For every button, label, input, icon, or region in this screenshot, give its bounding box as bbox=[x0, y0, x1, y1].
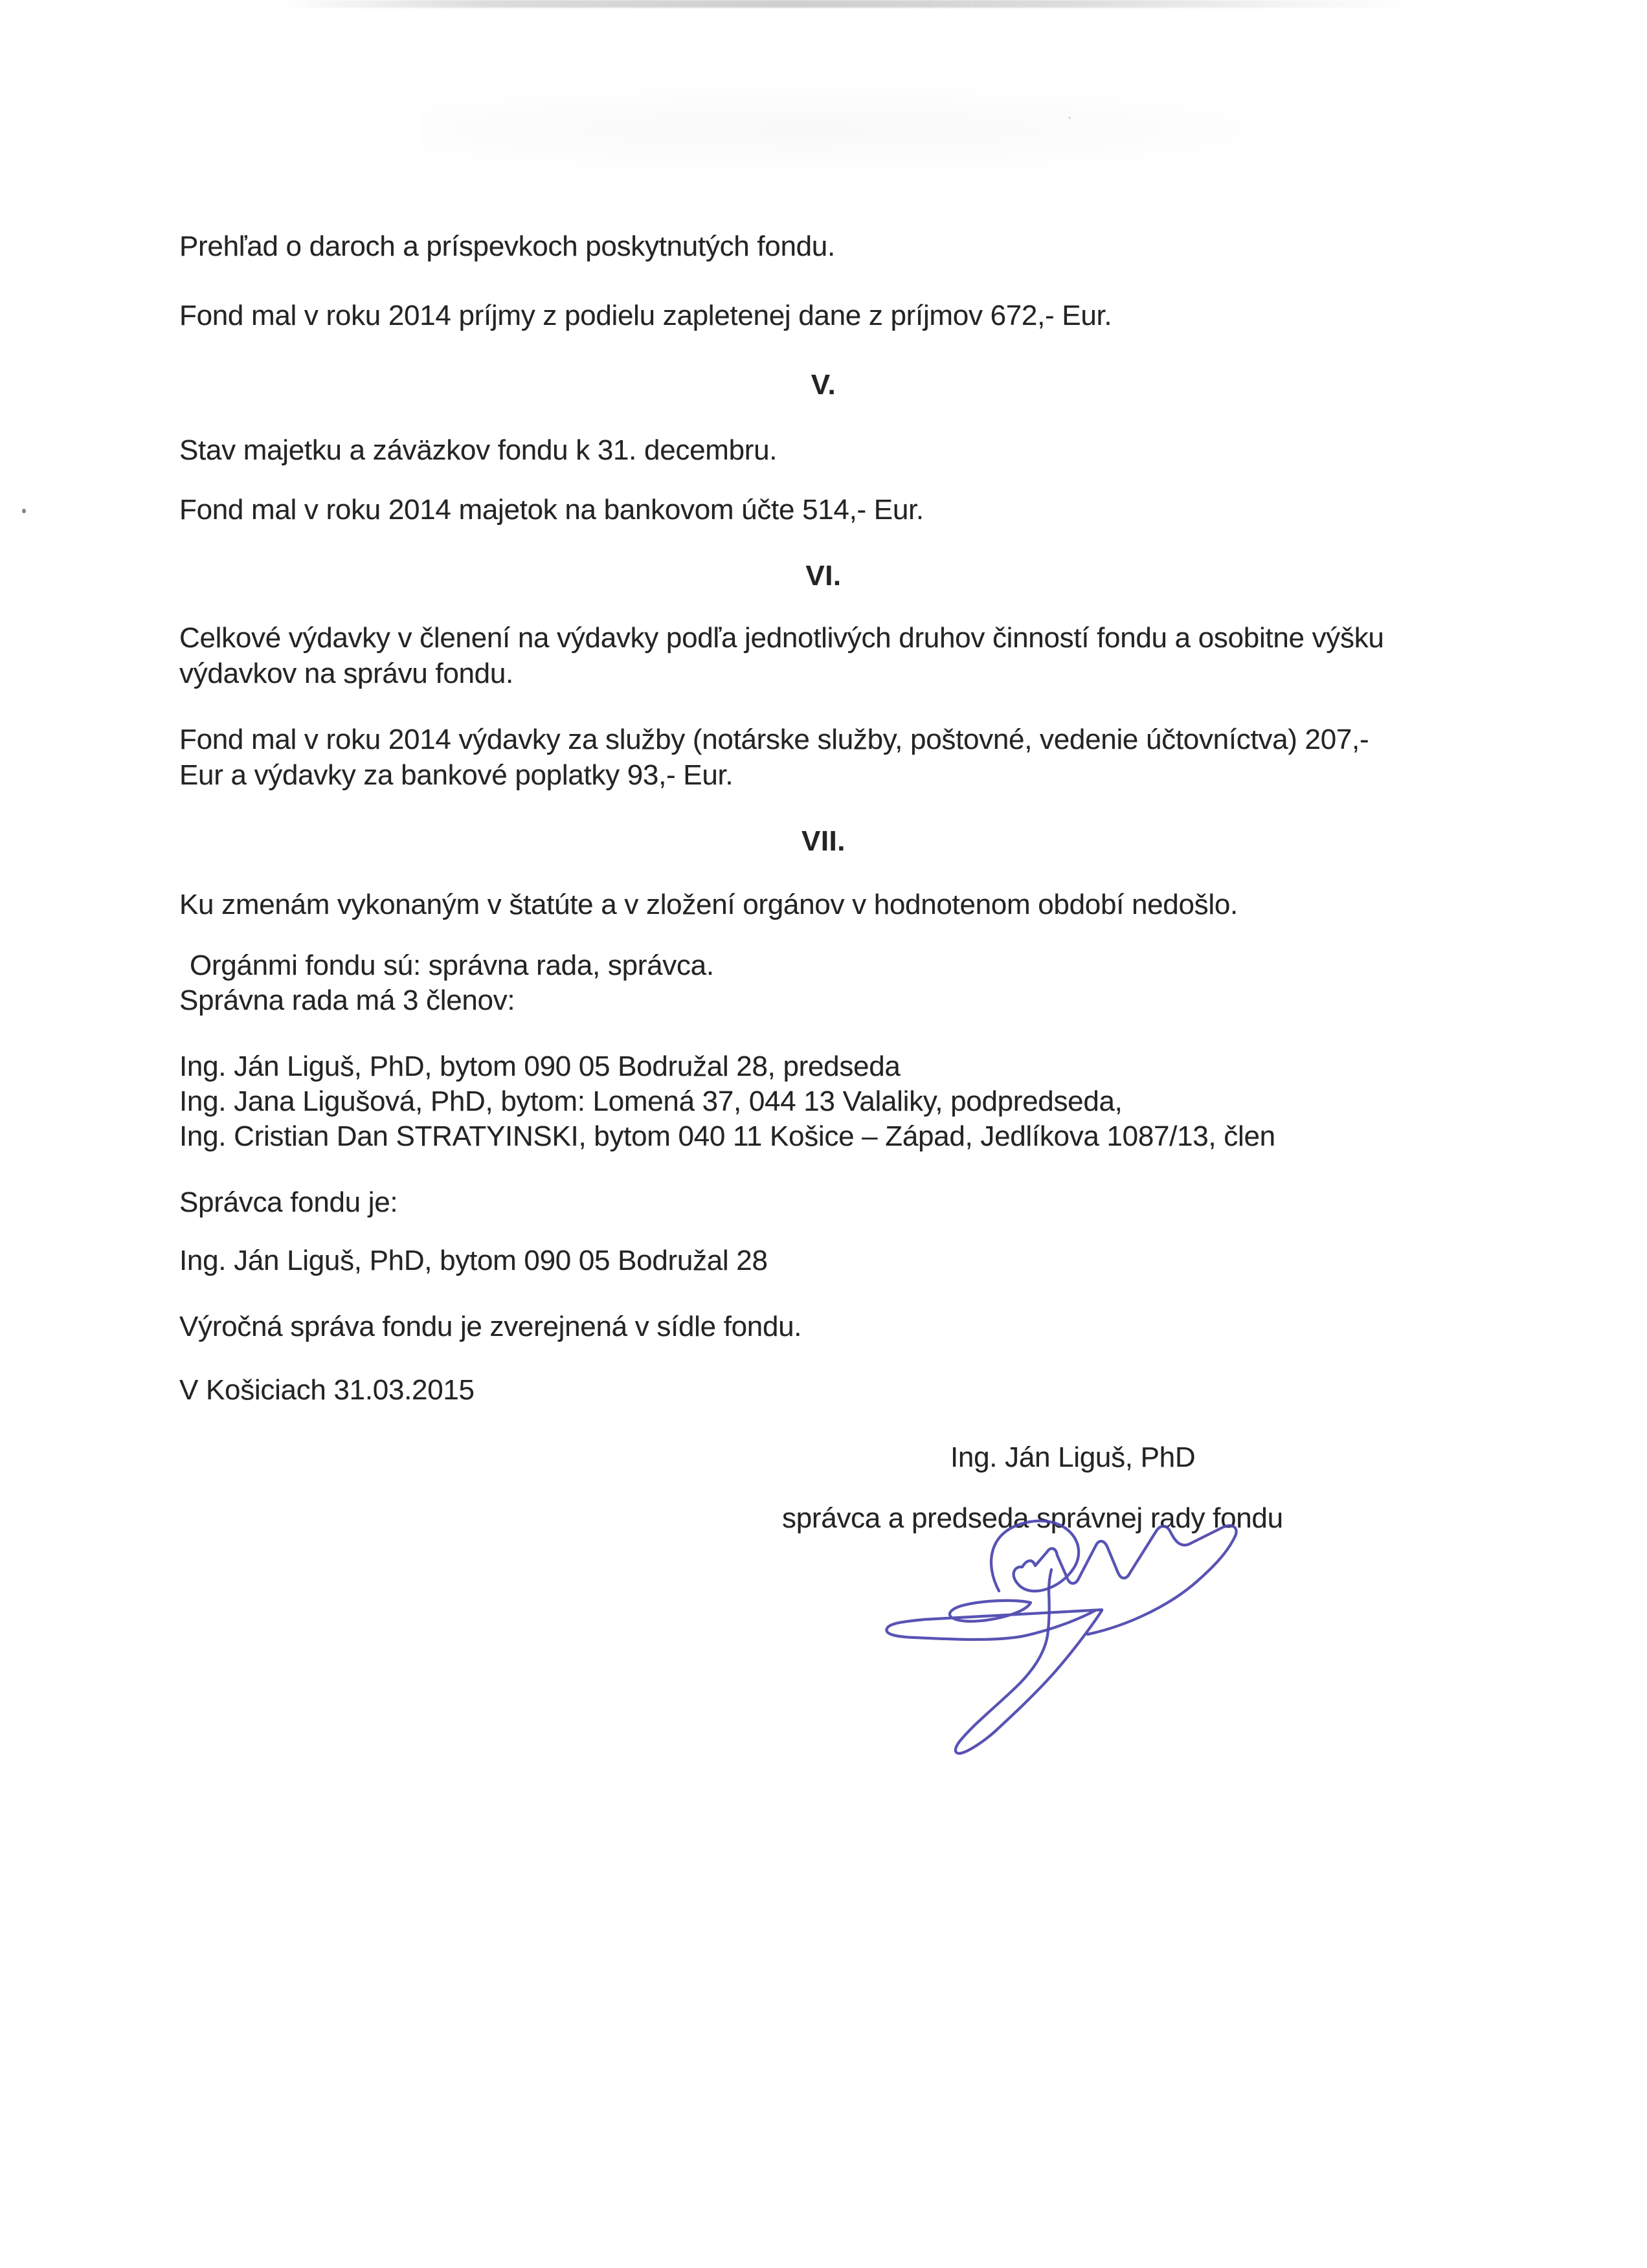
section-vi-heading: VI. bbox=[805, 560, 842, 592]
section-vii-heading: VII. bbox=[801, 825, 846, 857]
board-members-count-line: Správna rada má 3 členov: bbox=[179, 984, 515, 1016]
place-date-line: V Košiciach 31.03.2015 bbox=[179, 1374, 475, 1406]
signature-ink-strokes bbox=[861, 1505, 1275, 1757]
expenses-breakdown-line-1: Celkové výdavky v členení na výdavky podľa jednotlivých druhov činností fondu a osobitne výšku bbox=[179, 622, 1384, 654]
annual-report-publication-line: Výročná správa fondu je zverejnená v sídle fondu. bbox=[179, 1311, 802, 1342]
signature-stroke-horizontal-loops bbox=[886, 1601, 1102, 1640]
administrator-label-line: Správca fondu je: bbox=[179, 1186, 398, 1218]
donations-overview-line: Prehľad o daroch a príspevkoch poskytnutých fondu. bbox=[179, 230, 835, 262]
signer-role: správca a predseda správnej rady fondu bbox=[782, 1502, 1283, 1534]
signature-stroke-descender bbox=[956, 1570, 1102, 1753]
services-expenses-line-1: Fond mal v roku 2014 výdavky za služby (notárske služby, poštovné, vedenie účtovníctva) 207,- bbox=[179, 724, 1369, 755]
assets-liabilities-line: Stav majetku a záväzkov fondu k 31. decembru. bbox=[179, 434, 778, 466]
bank-account-assets-line: Fond mal v roku 2014 majetok na bankovom účte 514,- Eur. bbox=[179, 494, 924, 526]
expenses-breakdown-line-2: výdavkov na správu fondu. bbox=[179, 658, 513, 689]
signature-stroke-top-loop bbox=[991, 1521, 1237, 1634]
scan-artifact-mottle bbox=[421, 78, 1392, 181]
administrator-name-line: Ing. Ján Liguš, PhD, bytom 090 05 Bodružal 28 bbox=[179, 1245, 768, 1276]
services-expenses-line-2: Eur a výdavky za bankové poplatky 93,- Eur. bbox=[179, 759, 734, 791]
handwritten-signature bbox=[861, 1505, 1275, 1757]
signer-name: Ing. Ján Liguš, PhD bbox=[950, 1441, 1196, 1473]
scan-artifact-top-band bbox=[278, 0, 1418, 8]
scan-artifact-speck bbox=[1068, 117, 1071, 119]
board-member-1-line: Ing. Ján Liguš, PhD, bytom 090 05 Bodružal 28, predseda bbox=[179, 1051, 901, 1082]
scan-artifact-dot bbox=[22, 509, 26, 513]
income-2014-line: Fond mal v roku 2014 príjmy z podielu zapletenej dane z príjmov 672,- Eur. bbox=[179, 300, 1112, 331]
section-v-heading: V. bbox=[811, 369, 836, 401]
statute-changes-line: Ku zmenám vykonaným v štatúte a v zložení orgánov v hodnotenom období nedošlo. bbox=[179, 889, 1238, 920]
board-member-3-line: Ing. Cristian Dan STRATYINSKI, bytom 040 11 Košice – Západ, Jedlíkova 1087/13, člen bbox=[179, 1120, 1275, 1152]
board-member-2-line: Ing. Jana Ligušová, PhD, bytom: Lomená 37, 044 13 Valaliky, podpredseda, bbox=[179, 1085, 1123, 1117]
fund-bodies-line: Orgánmi fondu sú: správna rada, správca. bbox=[190, 950, 714, 981]
